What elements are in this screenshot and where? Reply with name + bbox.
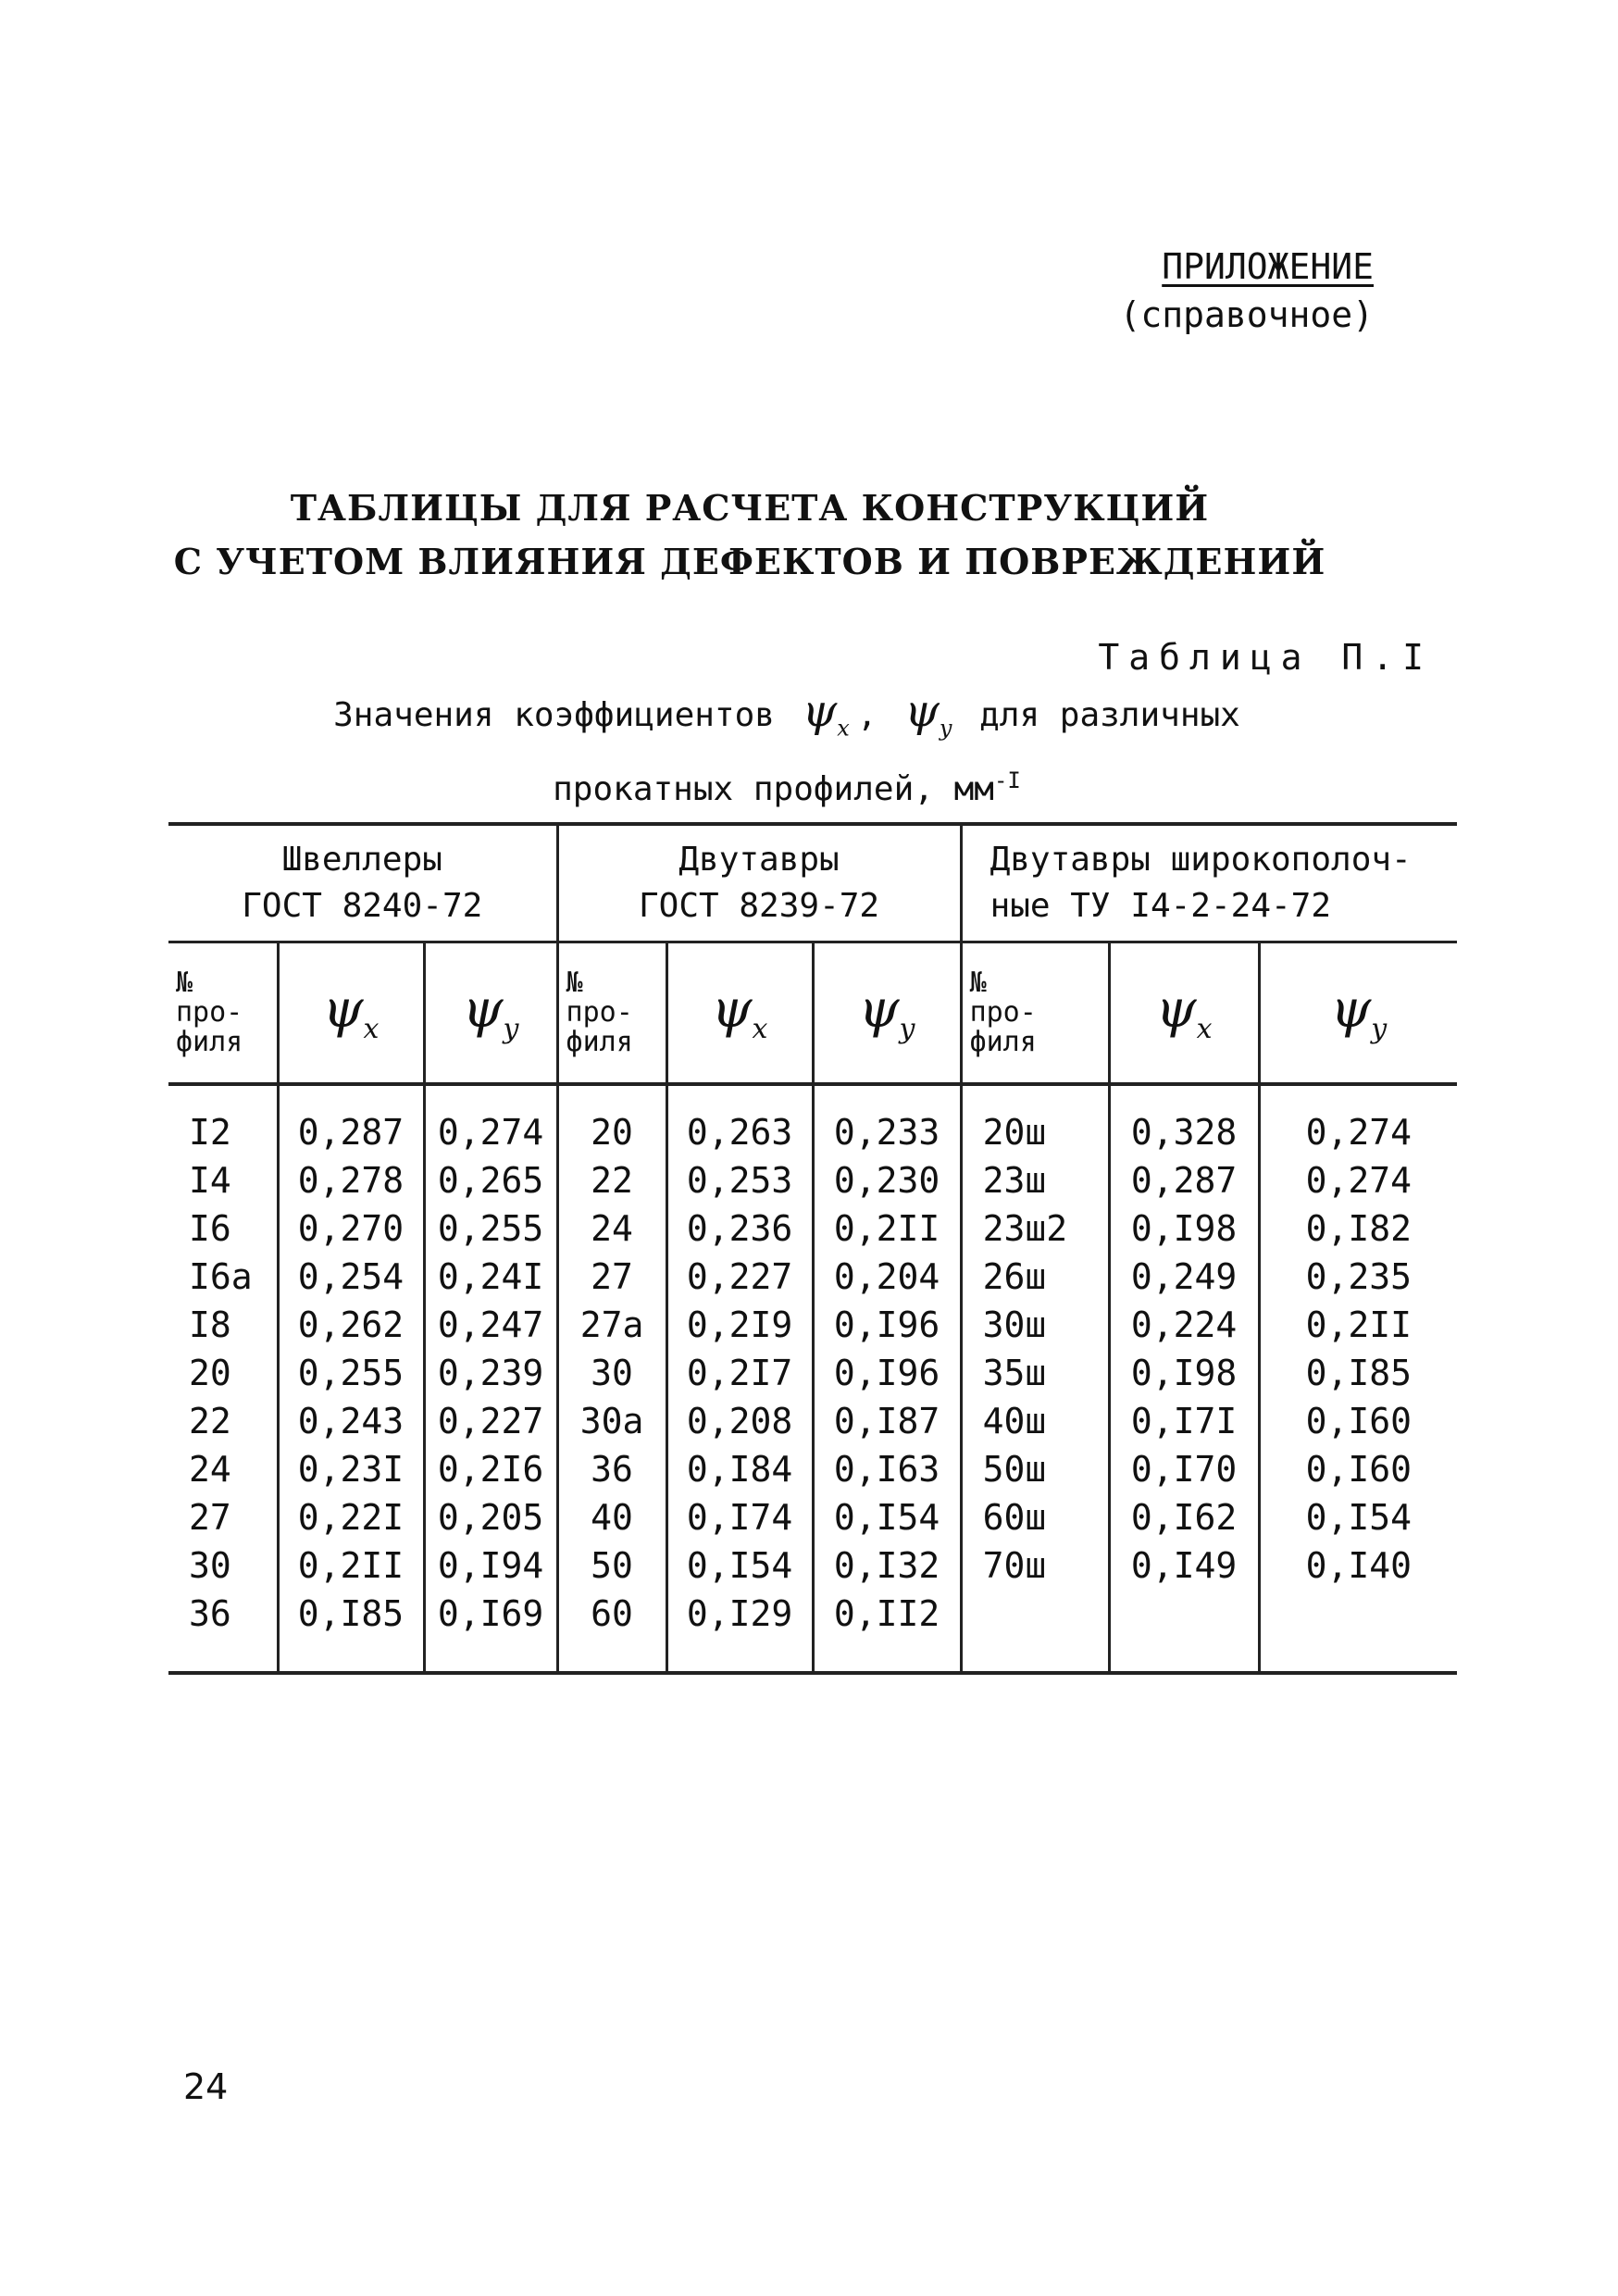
caption-comma: , [856,696,877,734]
cell-channel-profile: I8 [168,1301,278,1349]
cell-channel-psi-y: 0,265 [424,1156,557,1204]
table-row [168,1301,1457,1349]
cell-ibeam-psi-x: 0,2I7 [666,1349,813,1397]
page-title-line-2: С УЧЕТОМ ВЛИЯНИЯ ДЕФЕКТОВ И ПОВРЕЖДЕНИЙ [173,541,1326,582]
cell-ibeam-psi-y: 0,I96 [813,1349,961,1397]
group-header-channels [168,824,557,942]
coefficients-table [168,822,1457,1675]
group-header-i-beams-line-1: Двутавры [678,841,840,879]
table-row [168,1204,1457,1253]
cell-wide-psi-x: 0,224 [1109,1301,1259,1349]
cell-channel-profile: 20 [168,1349,278,1397]
cell-wide-psi-y: 0,235 [1259,1253,1457,1301]
group-header-channels-line-2: ГОСТ 8240-72 [242,887,483,925]
cell-channel-psi-x: 0,23I [278,1445,424,1493]
group-header-wide-flange [961,824,1457,942]
table-caption-line-1 [278,685,1296,755]
page-number: 24 [183,2066,229,2107]
table-row [168,1156,1457,1204]
cell-channel-psi-x: 0,270 [278,1204,424,1253]
cell-channel-psi-x: 0,255 [278,1349,424,1397]
cell-ibeam-profile: 27 [557,1253,666,1301]
cell-channel-psi-x: 0,262 [278,1301,424,1349]
cell-channel-psi-x: 0,254 [278,1253,424,1301]
table-row [168,1493,1457,1541]
cell-channel-profile: 22 [168,1397,278,1445]
table-row [168,1349,1457,1397]
cell-wide-profile [961,1590,1109,1673]
cell-wide-psi-y: 0,2II [1259,1301,1457,1349]
col-header-psi-y-symbol: ψ [462,980,504,1041]
table-body [168,1084,1457,1673]
col-header-psi-x [1109,942,1259,1085]
col-header-profile-line-1: № [969,967,987,999]
cell-wide-psi-x: 0,I98 [1109,1204,1259,1253]
col-header-psi-y-sub: y [503,1013,519,1046]
cell-channel-psi-y: 0,247 [424,1301,557,1349]
col-header-profile-line-2: про- [176,996,243,1029]
cell-channel-psi-y: 0,227 [424,1397,557,1445]
col-header-psi-y [424,942,557,1085]
table-caption [278,685,1296,816]
cell-ibeam-profile: 30 [557,1349,666,1397]
cell-wide-psi-y: 0,I40 [1259,1541,1457,1590]
cell-wide-psi-y [1259,1590,1457,1673]
group-header-i-beams-line-2: ГОСТ 8239-72 [639,887,880,925]
col-header-profile [168,942,278,1085]
col-header-profile-line-3: филя [566,1026,633,1058]
col-header-psi-y [813,942,961,1085]
cell-wide-psi-x: 0,287 [1109,1156,1259,1204]
table-row [168,1084,1457,1156]
cell-ibeam-psi-y: 0,I87 [813,1397,961,1445]
cell-ibeam-psi-y: 0,230 [813,1156,961,1204]
cell-channel-psi-y: 0,274 [424,1084,557,1156]
cell-wide-psi-x: 0,328 [1109,1084,1259,1156]
col-header-psi-x-sub: x [1196,1013,1213,1046]
cell-channel-profile: I6 [168,1204,278,1253]
table-caption-line-2 [278,755,1296,816]
cell-ibeam-psi-x: 0,2I9 [666,1301,813,1349]
cell-ibeam-psi-y: 0,I32 [813,1541,961,1590]
cell-ibeam-profile: 27а [557,1301,666,1349]
col-header-psi-x-symbol: ψ [1155,980,1197,1041]
table-row [168,1253,1457,1301]
col-header-psi-x-symbol: ψ [322,980,364,1041]
cell-ibeam-psi-x: 0,I54 [666,1541,813,1590]
col-header-profile [961,942,1109,1085]
col-header-profile-line-3: филя [969,1026,1037,1058]
cell-ibeam-psi-x: 0,263 [666,1084,813,1156]
table-row [168,1541,1457,1590]
cell-wide-psi-x: 0,I62 [1109,1493,1259,1541]
cell-wide-profile: 26ш [961,1253,1109,1301]
cell-ibeam-psi-x: 0,227 [666,1253,813,1301]
col-header-psi-x-sub: x [752,1013,768,1046]
cell-ibeam-psi-x: 0,253 [666,1156,813,1204]
page-title-line-1: ТАБЛИЦЫ ДЛЯ РАСЧЕТА КОНСТРУКЦИЙ [290,487,1210,529]
cell-wide-psi-y: 0,274 [1259,1156,1457,1204]
cell-wide-psi-x: 0,I98 [1109,1349,1259,1397]
col-header-psi-x [666,942,813,1085]
cell-channel-psi-y: 0,24I [424,1253,557,1301]
table-row [168,1590,1457,1673]
col-header-psi-y-symbol: ψ [1330,980,1372,1041]
cell-wide-psi-y: 0,I82 [1259,1204,1457,1253]
col-header-psi-x [278,942,424,1085]
cell-channel-profile: I4 [168,1156,278,1204]
col-header-profile-line-1: № [566,967,583,999]
cell-wide-profile: 20ш [961,1084,1109,1156]
group-header-channels-line-1: Швеллеры [281,841,442,879]
col-header-profile-line-3: филя [176,1026,243,1058]
caption-line-2-text: прокатных профилей, мм [553,769,994,808]
cell-channel-profile: I2 [168,1084,278,1156]
table-row [168,1445,1457,1493]
cell-wide-psi-y: 0,I60 [1259,1445,1457,1493]
cell-channel-psi-y: 0,255 [424,1204,557,1253]
cell-wide-psi-y: 0,274 [1259,1084,1457,1156]
cell-wide-profile: 70ш [961,1541,1109,1590]
cell-wide-psi-y: 0,I54 [1259,1493,1457,1541]
cell-wide-psi-x: 0,I7I [1109,1397,1259,1445]
caption-start: Значения коэффициентов [333,696,775,734]
col-header-psi-y-symbol: ψ [858,980,900,1041]
col-header-psi-y-sub: y [899,1013,915,1046]
cell-wide-profile: 23ш [961,1156,1109,1204]
cell-channel-profile: 24 [168,1445,278,1493]
cell-ibeam-psi-y: 0,II2 [813,1590,961,1673]
col-header-profile-line-2: про- [969,996,1037,1029]
col-header-psi-x-symbol: ψ [711,980,753,1041]
caption-psi-x-symbol: ψ [802,685,838,737]
cell-ibeam-psi-x: 0,236 [666,1204,813,1253]
group-header-wide-flange-line-1: Двутавры широкополоч- [989,841,1412,879]
table-number: Таблица П.I [1098,637,1433,678]
cell-ibeam-profile: 50 [557,1541,666,1590]
cell-channel-psi-x: 0,278 [278,1156,424,1204]
cell-ibeam-psi-y: 0,204 [813,1253,961,1301]
table-row [168,1397,1457,1445]
cell-ibeam-profile: 22 [557,1156,666,1204]
col-header-psi-x-sub: x [363,1013,380,1046]
cell-ibeam-psi-y: 0,I54 [813,1493,961,1541]
cell-channel-psi-y: 0,I69 [424,1590,557,1673]
cell-channel-profile: 27 [168,1493,278,1541]
cell-ibeam-psi-y: 0,233 [813,1084,961,1156]
cell-ibeam-profile: 30а [557,1397,666,1445]
cell-ibeam-profile: 60 [557,1590,666,1673]
cell-wide-psi-x [1109,1590,1259,1673]
appendix-block [1119,243,1374,339]
group-header-i-beams [557,824,961,942]
cell-wide-psi-y: 0,I60 [1259,1397,1457,1445]
cell-ibeam-profile: 20 [557,1084,666,1156]
cell-wide-psi-x: 0,I49 [1109,1541,1259,1590]
cell-wide-profile: 23ш2 [961,1204,1109,1253]
cell-ibeam-psi-x: 0,I74 [666,1493,813,1541]
cell-channel-psi-y: 0,205 [424,1493,557,1541]
cell-ibeam-psi-x: 0,208 [666,1397,813,1445]
group-header-wide-flange-line-2: ные ТУ I4-2-24-72 [989,887,1332,925]
cell-channel-psi-y: 0,2I6 [424,1445,557,1493]
col-header-profile [557,942,666,1085]
cell-wide-profile: 35ш [961,1349,1109,1397]
cell-ibeam-psi-x: 0,I29 [666,1590,813,1673]
cell-ibeam-psi-y: 0,I63 [813,1445,961,1493]
caption-psi-x-sub: x [837,715,850,742]
cell-ibeam-profile: 36 [557,1445,666,1493]
page-title [0,481,1500,589]
cell-ibeam-psi-y: 0,I96 [813,1301,961,1349]
cell-channel-psi-x: 0,22I [278,1493,424,1541]
cell-wide-psi-y: 0,I85 [1259,1349,1457,1397]
col-header-psi-y [1259,942,1457,1085]
col-header-profile-line-2: про- [566,996,633,1029]
cell-channel-psi-x: 0,243 [278,1397,424,1445]
cell-channel-profile: 36 [168,1590,278,1673]
cell-ibeam-psi-y: 0,2II [813,1204,961,1253]
cell-channel-psi-x: 0,I85 [278,1590,424,1673]
cell-ibeam-profile: 24 [557,1204,666,1253]
cell-channel-profile: I6а [168,1253,278,1301]
cell-channel-psi-x: 0,2II [278,1541,424,1590]
cell-wide-psi-x: 0,I70 [1109,1445,1259,1493]
caption-psi-y-symbol: ψ [904,685,940,737]
cell-channel-profile: 30 [168,1541,278,1590]
appendix-label: ПРИЛОЖЕНИЕ [1162,246,1374,287]
cell-channel-psi-y: 0,239 [424,1349,557,1397]
col-header-psi-y-sub: y [1371,1013,1388,1046]
cell-wide-psi-x: 0,249 [1109,1253,1259,1301]
caption-unit-power: -I [993,767,1021,793]
col-header-profile-line-1: № [176,967,193,999]
caption-psi-y-sub: y [939,715,952,742]
cell-ibeam-psi-x: 0,I84 [666,1445,813,1493]
cell-channel-psi-y: 0,I94 [424,1541,557,1590]
caption-middle: для различных [979,696,1240,734]
appendix-note: (справочное) [1119,294,1374,335]
caption-psi-y [897,685,959,742]
cell-wide-profile: 60ш [961,1493,1109,1541]
cell-wide-profile: 40ш [961,1397,1109,1445]
cell-ibeam-profile: 40 [557,1493,666,1541]
cell-wide-profile: 30ш [961,1301,1109,1349]
caption-psi-x [795,685,857,742]
cell-wide-profile: 50ш [961,1445,1109,1493]
cell-channel-psi-x: 0,287 [278,1084,424,1156]
